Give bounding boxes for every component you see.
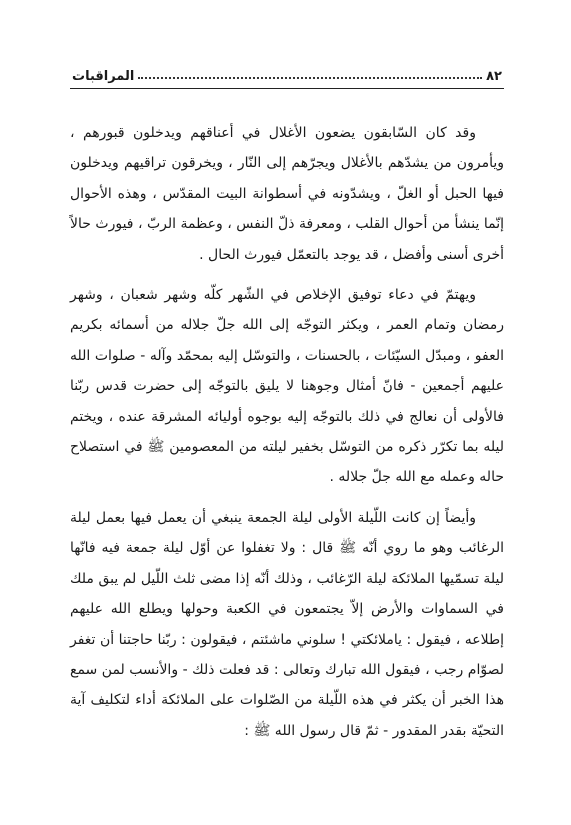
paragraph: وأيضاً إن كانت اللّيلة الأولى ليلة الجمعة ينبغي أن يعمل فيها بعمل ليلة الرغائب وهو ما روي أنّه ﷺ قال : ولا تغفلوا عن أوّل ليلة جمعة فيه فانّها ليلة تسمّيها الملائكة ليلة الرّغائب ، وذلك أنّه إذا مضى ثلث اللّيل لم يبق ملك في السماوات والأرض إلاّ يجتمعون في الكعبة وحولها ويطلع الله عليهم إطلاعه ، فيقول : ياملائكتي ! سلوني ماشئتم ، فيقولون : ربّنا حاجتنا أن تغفر لصوّام رجب ، فيقول الله تبارك وتعالى : قد فعلت ذلك - والأنسب لمن سمع هذا الخبر أن يكثر في هذه اللّيلة من الصّلوات على الملائكة أداء لتكليف آية التحيّة بقدر المقدور - ثمّ قال رسول الله ﷺ : — [70, 509, 504, 739]
header-rule — [70, 88, 504, 89]
paragraph: وقد كان السّابقون يضعون الأغلال في أعناقهم ويدخلون قبورهم ، ويأمرون من يشدّهم بالأغلال ويجرّهم إلى النّار ، ويخرقون تراقيهم ويدخلون فيها الحبل أو الغلّ ، ويشدّونه في أسطوانة البيت المقدّس ، وهذه الأحوال إنّما ينشأ من أحوال القلب ، ومعرفة ذلّ النفس ، وعظمة الربّ ، فيورث حالاً أخرى أسنى وأفضل ، قد يوجد بالتعمّل فيورث الحال . — [70, 125, 504, 263]
body-text — [70, 118, 504, 746]
running-header — [72, 60, 502, 84]
paragraph: ويهتمّ في دعاء توفيق الإخلاص في الشّهر كلّه وشهر شعبان ، وشهر رمضان وتمام العمر ، ويكثر التوجّه إلى الله جلّ جلاله من أسمائه بكريم العفو ، ومبدّل السيّئات ، بالحسنات ، والتوسّل إليه بمحمّد وآله - صلوات الله عليهم أجمعين - فانّ أمثال وجوهنا لا يليق بالتوجّه إلى حضرت قدس ربّنا فالأولى أن نعالج في ذلك بالتوجّه إليه بوجوه أوليائه المشرقة عنده ، ويختم ليله بما تكرّر ذكره من التوسّل بخفير ليلته من المعصومين ﷺ في استصلاح حاله وعمله مع الله جلّ جلاله . — [70, 287, 504, 486]
header-dot-leader — [138, 77, 482, 79]
running-title: المراقبات — [72, 69, 135, 84]
page-number: ٨٢ — [486, 69, 502, 84]
